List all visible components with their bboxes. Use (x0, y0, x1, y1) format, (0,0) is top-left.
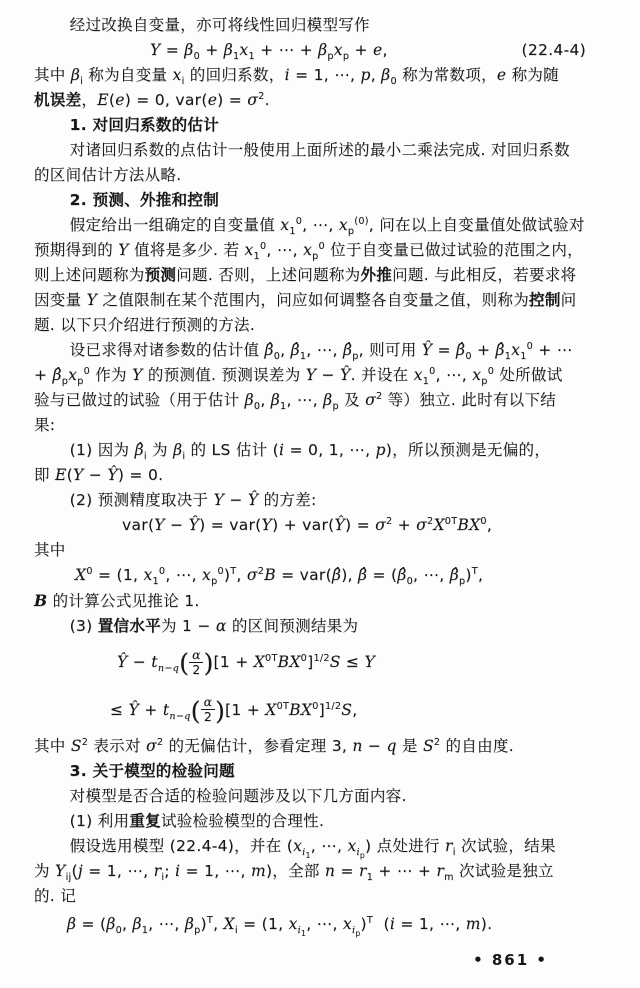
paragraph-line: 假设选用模型 (22.4-4)，并在 ($x_{i_1}$, ⋯, $x_{i_p}$) 点处进行 $r_i$ 次试验，结果 (69, 837, 556, 861)
list-item-2: (2) 预测精度取决于 Y − Ŷ 的方差: (69, 491, 317, 509)
paragraph-line: 假定给出一组确定的自变量值 $x_1^0$, ⋯, $x_p^{(0)}$, 问在以上自变量值处做试验对 (69, 215, 585, 238)
formula-variance: var(Y − Ŷ) = var(Y) + var(Ŷ) = $\sigma^2 + \sigma^2X^{0T}BX^0$, (122, 515, 493, 534)
formula-interval-lower: Ŷ − $t_{n-q}$( $\frac{\alpha}{2}$ )$[1 + X^{0T}BX^0]^{1/2}S \le Y$ (117, 646, 375, 679)
list-item-1: (1) 因为 $\betâ_i$ 为 $\beta_i$ 的 LS 估计 (i = 0, 1, ⋯, p)，所以预测是无偏的， (69, 441, 551, 463)
page-number: • 861 • (473, 951, 548, 970)
paragraph-line: 为 $Y_{ij}(j = 1$, ⋯, $r_i$; i = 1, ⋯, m)，全部 $n = r_1$ + ⋯ + $r_m$ 次试验是独立 (34, 862, 554, 884)
paragraph-line: 因变量 Y 之值限制在某个范围内，问应如何调整各自变量之值，则称为控制问 (34, 291, 577, 309)
paragraph-line: 题. 以下只介绍进行预测的方法. (34, 316, 256, 334)
paragraph-line: 设已求得对诸参数的估计值 $\betâ_0$, $\betâ_1$, ⋯, $\betâ_p$, 则可用 Ŷ = $\betâ_0$ + $\betâ_1x_1^0$ + ⋯ (69, 340, 573, 363)
formula: $Y = \beta_0 + \beta_1x_1$ + ⋯ + $\beta_px_p + e$, (150, 41, 388, 63)
paragraph-line: + $\betâ_px_p^0$ 作为 Y 的预测值. 预测误差为 Y − Ŷ. 并设在 $x_1^0$, ⋯, $x_p^0$ 处所做试 (34, 365, 563, 388)
paragraph-line: 果: (34, 416, 56, 434)
paragraph-line: 的. 记 (34, 887, 77, 906)
paragraph-line: 即 E(Y − Ŷ) = 0. (34, 466, 164, 484)
paragraph-line: 的区间估计方法从略. (34, 166, 182, 184)
formula-interval-upper: ≤ Ŷ + $t_{n-q}$( $\frac{\alpha}{2}$ )$[1 + X^{0T}BX^0]^{1/2}S$, (110, 694, 358, 727)
list-item-3: (3) 置信水平为 1 − α 的区间预测结果为 (69, 617, 359, 635)
section-heading-2: 2. 预测、外推和控制 (69, 191, 220, 209)
paragraph-line: 预期得到的 Y 值将是多少. 若 $x_1^0$, ⋯, $x_p^0$ 位于自变量已做过试验的范围之内， (34, 240, 583, 263)
paragraph-line: 对模型是否合适的检验问题涉及以下几方面内容. (69, 787, 407, 806)
paragraph-line: B 的计算公式见推论 1. (34, 591, 200, 610)
page-body (34, 13, 610, 939)
paragraph-line: 其中 $\beta_i$ 称为自变量 $x_i$ 的回归系数，i = 1, ⋯, p, $\beta_0$ 称为常数项，e 称为随 (34, 66, 559, 88)
paragraph-line: 其中 (34, 541, 66, 559)
equation-number: (22.4-4) (521, 41, 586, 59)
paragraph-line: 机误差，E(e) = 0, $var(e) = \sigma^2$. (34, 90, 270, 109)
equation-22-4-4 (34, 38, 610, 63)
formula-beta-x-definition: $\beta = (\beta_0$, $\beta_1$, ⋯, $\beta_p)^T$, $X_i = (1$, $x_{i_1}$, ⋯, $x_{i_p})^T$ (i = 1, ⋯, m). (67, 915, 493, 939)
section-heading-3: 3. 关于模型的检验问题 (69, 762, 235, 781)
section-heading-1: 1. 对回归系数的估计 (69, 116, 220, 134)
paragraph-line: 对诸回归系数的点估计一般使用上面所述的最小二乘法完成. 对回归系数 (69, 141, 570, 159)
formula-x0-definition: $X^0 = (1$, $x_1^0$, ⋯, $x_p^0)^T$, $\sigma^2B$ = var(β̂), β̂ = ($\betâ_0$, ⋯, $\betâ_p)^T$, (75, 565, 484, 588)
paragraph-line: 其中 $S^2$ 表示对 $\sigma^2$ 的无偏估计，参看定理 3, n − q 是 $S^2$ 的自由度. (34, 737, 514, 756)
paragraph-line: 验与已做过的试验（用于估计 $\beta_0$, $\beta_1$, ⋯, $\beta_p$ 及 $\sigma^2$ 等）独立. 此时有以下结 (34, 390, 557, 413)
paragraph-line: 则上述问题称为预测问题. 否则，上述问题称为外推问题. 与此相反，若要求将 (34, 266, 577, 284)
list-item-check-1: (1) 利用重复试验检验模型的合理性. (69, 812, 325, 831)
paragraph-line: 经过改换自变量，亦可将线性回归模型写作 (69, 16, 370, 34)
